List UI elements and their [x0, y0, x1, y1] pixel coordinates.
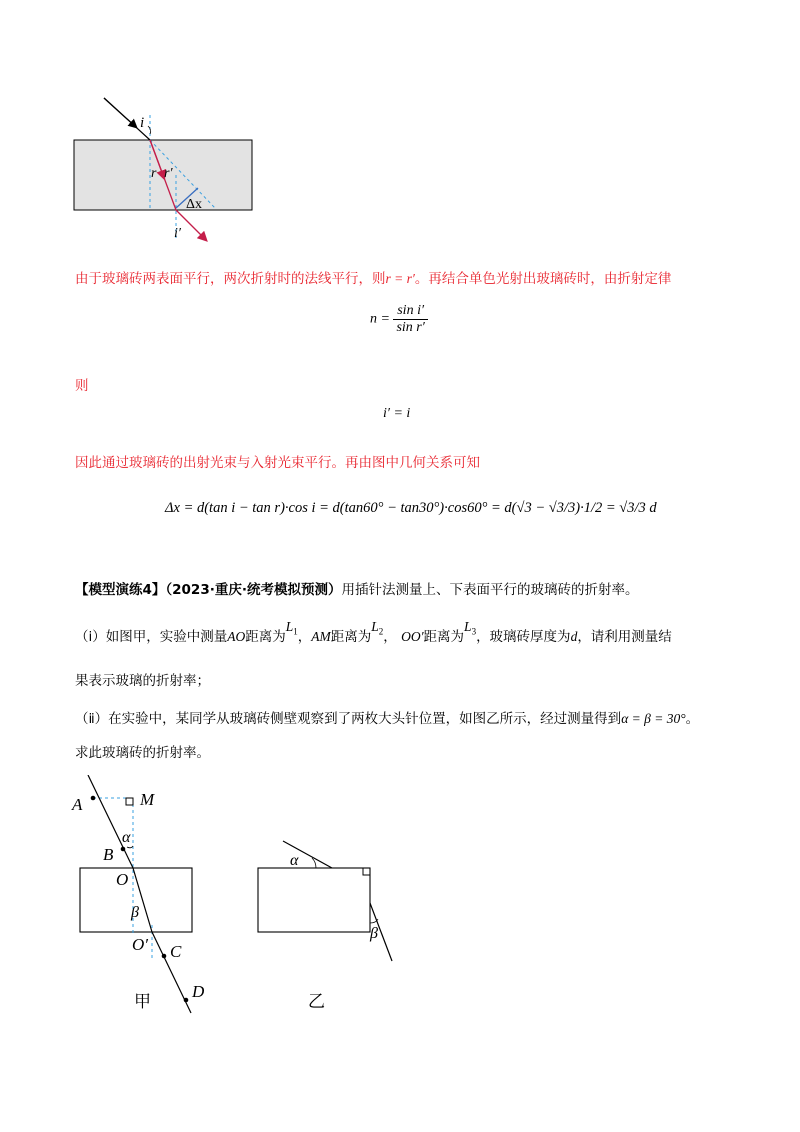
right-angle-corner: [363, 868, 370, 875]
label-O: O: [116, 870, 129, 889]
explanation-then: 则: [75, 378, 89, 394]
glass-block-yi: [258, 868, 370, 932]
label-r-prime: r′: [164, 166, 173, 181]
pin-D: [184, 998, 189, 1003]
part-ii: （ⅱ）在实验中，某同学从玻璃砖侧壁观察到了两枚大头针位置，如图乙所示，经过测量得到α = β = 30°。: [75, 711, 700, 727]
equation-dx: Δx = d(tan i − tan r)·cos i = d(tan60° − tan30°)·cos60° = d(√3 − √3/3)·1/2 = √3/3 d: [165, 500, 657, 516]
label-A: A: [72, 795, 83, 814]
incident-arrow: [104, 98, 136, 127]
equation-n: n = $\frac{\text{sin i′}}{\text{sin r′}}$: [370, 303, 428, 336]
label-B: B: [103, 845, 114, 864]
label-alpha: α: [122, 829, 131, 846]
label-r: r: [151, 166, 157, 181]
label-beta-yi: β: [370, 925, 378, 942]
ray-inside: [133, 868, 152, 932]
figure-jia: [60, 775, 260, 1020]
pin-C: [162, 954, 167, 959]
problem-header: 【模型演练4】（2023·重庆·统考模拟预测）用插针法测量上、下表面平行的玻璃砖的折射率。: [75, 582, 639, 598]
label-i: i: [140, 115, 145, 131]
part-ii-line2: 求此玻璃砖的折射率。: [75, 745, 210, 761]
label-C: C: [170, 942, 182, 961]
right-angle-M: [126, 798, 133, 805]
label-D: D: [192, 982, 205, 1001]
label-dx: Δx: [186, 197, 203, 212]
part-i: （ⅰ）如图甲，实验中测量AO距离为$L_1$，AM距离为$L_2$， OO′距离为$L_3$，玻璃砖厚度为d，请利用测量结: [75, 619, 672, 645]
part-i-line2: 果表示玻璃的折射率；: [75, 673, 210, 689]
label-alpha-yi: α: [290, 852, 299, 869]
label-i-prime: i′: [174, 226, 181, 241]
label-M: M: [140, 790, 155, 809]
figure-yi: [250, 835, 410, 1020]
pin-A: [91, 796, 96, 801]
label-beta: β: [131, 904, 139, 921]
pin-B: [121, 847, 126, 852]
explanation-para2: 因此通过玻璃砖的出射光束与入射光束平行。再由图中几何关系可知: [75, 455, 480, 471]
equation-i: i′ = i: [383, 406, 411, 421]
refraction-diagram: [60, 90, 260, 250]
label-O-prime: O′: [132, 935, 148, 954]
caption-jia: 甲: [134, 992, 151, 1012]
caption-yi: 乙: [308, 992, 325, 1012]
explanation-para1: 由于玻璃砖两表面平行，两次折射时的法线平行，则r = r′。再结合单色光射出玻璃砖时，由折射定律: [75, 271, 672, 287]
